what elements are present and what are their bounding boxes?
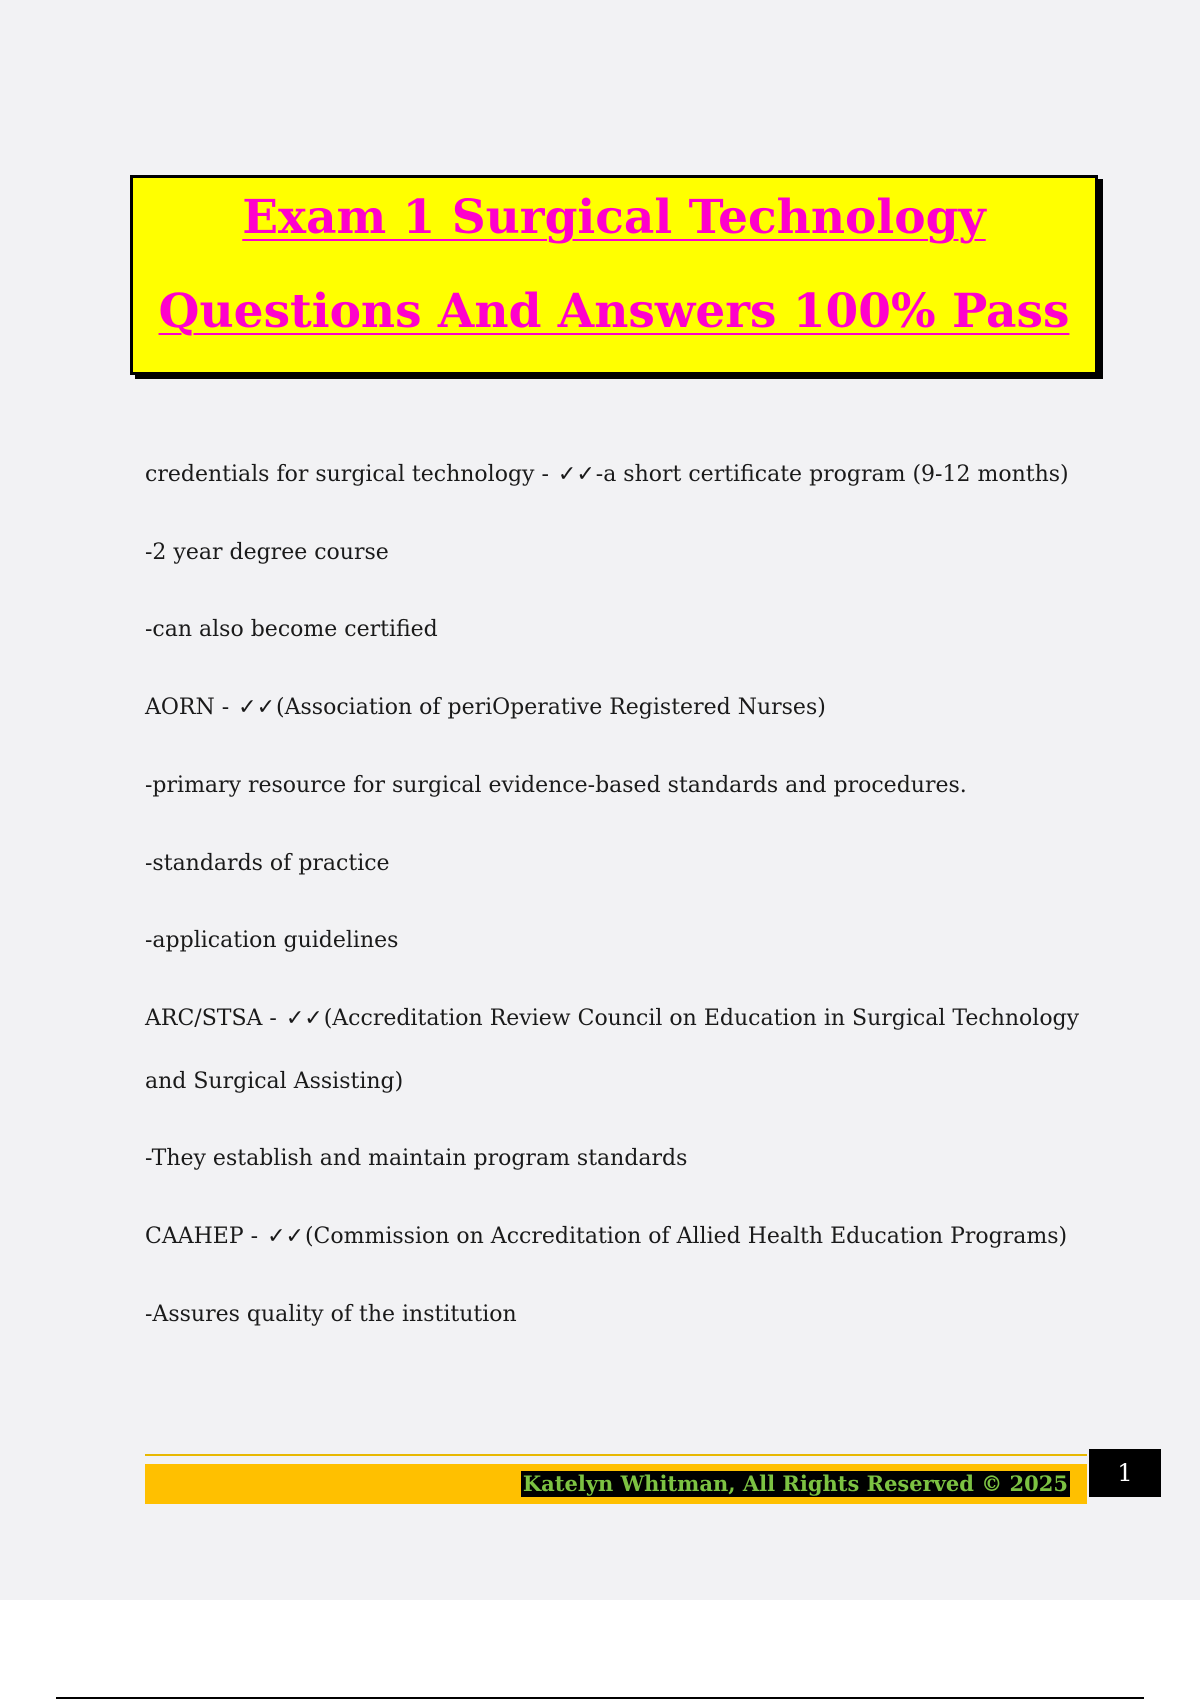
entry-line (145, 844, 390, 884)
entry-text: -primary resource for surgical evidence-based standards and procedures. (145, 773, 967, 798)
bottom-divider (56, 1697, 1144, 1699)
entry-text: (Association of periOperative Registered Nurses) (276, 695, 826, 720)
entry-aorn (145, 688, 826, 728)
title-box (130, 175, 1098, 375)
entry-text: (Accreditation Review Council on Education in Surgical Technology (323, 1006, 1080, 1031)
entry-text: -They establish and maintain program standards (145, 1146, 688, 1171)
entry-text: -standards of practice (145, 851, 390, 876)
check-icon: ✓✓ (267, 1224, 304, 1249)
check-icon: ✓✓ (285, 1006, 323, 1031)
entry-text: -can also become certified (145, 617, 438, 642)
entry-line (145, 1062, 403, 1102)
title-line-1: Exam 1 Surgical Technology (242, 190, 986, 245)
entry-line (145, 921, 398, 961)
entry-text: -Assures quality of the institution (145, 1302, 517, 1327)
entry-term: ARC/STSA - (145, 1006, 284, 1031)
entry-arc-stsa (145, 999, 1079, 1039)
entry-text: and Surgical Assisting) (145, 1069, 404, 1094)
entry-credentials (145, 455, 1069, 495)
entry-line (145, 533, 389, 573)
entry-term: credentials for surgical technology - (145, 462, 556, 487)
title-line-2: Questions And Answers 100% Pass (158, 284, 1070, 339)
check-icon: ✓✓ (557, 462, 595, 487)
entry-term: CAAHEP - (145, 1224, 266, 1249)
page-number: 1 (1089, 1449, 1161, 1497)
entry-text: (Commission on Accreditation of Allied Health Education Programs) (304, 1224, 1068, 1249)
entry-caahep (145, 1217, 1067, 1257)
entry-term: AORN - (145, 695, 237, 720)
entry-text: -a short certificate program (9-12 months) (595, 462, 1069, 487)
entry-text: -2 year degree course (145, 540, 389, 565)
entry-line (145, 610, 438, 650)
footer-divider (145, 1454, 1087, 1456)
entry-line (145, 1139, 687, 1179)
footer-bar (145, 1464, 1087, 1504)
check-icon: ✓✓ (238, 695, 276, 720)
entry-line (145, 1295, 517, 1335)
footer-credit: Katelyn Whitman, All Rights Reserved © 2025 (522, 1471, 1068, 1496)
entry-line (145, 766, 967, 806)
entry-text: -application guidelines (145, 928, 399, 953)
